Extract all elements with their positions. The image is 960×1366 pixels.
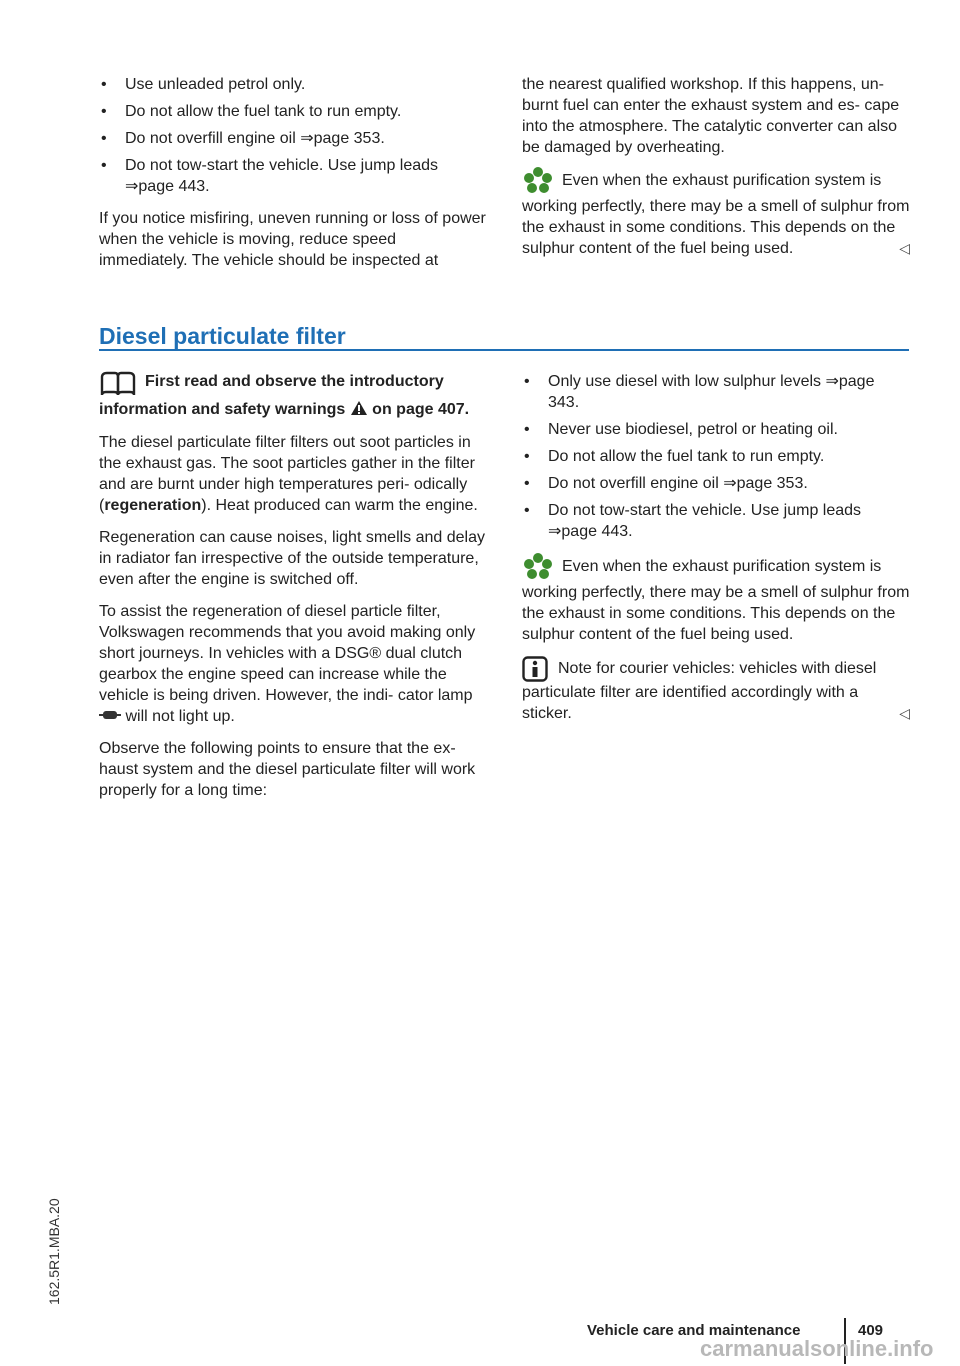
bullet-item: • Use unleaded petrol only. bbox=[99, 74, 487, 95]
bullet-item: • Never use biodiesel, petrol or heating oil. bbox=[522, 419, 910, 440]
filter-indicator-lamp-icon bbox=[99, 710, 121, 720]
environment-flower-icon bbox=[522, 552, 554, 582]
warning-icon bbox=[350, 400, 368, 416]
observe-paragraph: Observe the following points to ensure that the ex- haust system and the diesel particulate filter will work properly for a long time: bbox=[99, 740, 476, 799]
environment-note bbox=[522, 556, 910, 645]
bullet-item: • Do not tow-start the vehicle. Use jump leads ⇒page 443. bbox=[99, 155, 487, 197]
left-column bbox=[99, 371, 487, 801]
heading-rule bbox=[99, 349, 909, 351]
bullet-item: • Do not overfill engine oil ⇒page 353. bbox=[522, 473, 910, 494]
assist-text-a: To assist the regeneration of diesel particle filter, Volkswagen recommends that you avoid making only short journeys. In vehicles with a DSG® dual clutch gearbox the engine speed can increase while the vehicle is being driven. However, the indi- cator lamp bbox=[99, 603, 476, 704]
intro-notice bbox=[99, 371, 487, 420]
bullet-item: • Only use diesel with low sulphur levels ⇒page 343. bbox=[522, 371, 910, 413]
environment-note bbox=[522, 170, 910, 259]
top-left-column bbox=[99, 74, 487, 271]
assist-paragraph bbox=[99, 601, 487, 727]
footer-section-title: Vehicle care and maintenance bbox=[587, 1322, 801, 1339]
bullet-item: • Do not allow the fuel tank to run empty. bbox=[522, 446, 910, 467]
regeneration-paragraph: Regeneration can cause noises, light smells and delay in radiator fan irrespective of the outside temperature, even after the engine is switched off. bbox=[99, 529, 486, 588]
book-icon bbox=[99, 371, 137, 399]
workshop-paragraph: the nearest qualified workshop. If this happens, un- burnt fuel can enter the exhaust system and es- cape into the atmosphere. The catalytic converter can also be damaged by overheating. bbox=[522, 76, 900, 156]
bullet-item: • Do not overfill engine oil ⇒page 353. bbox=[99, 128, 487, 149]
section-heading: Diesel particulate filter bbox=[99, 323, 346, 349]
misfire-paragraph: If you notice misfiring, uneven running or loss of power when the vehicle is moving, reduce speed immediately. The vehicle should be inspected at bbox=[99, 210, 486, 269]
environment-note-text: Even when the exhaust purification system is working perfectly, there may be a smell of sulphur from the exhaust in some conditions. This depends on the sulphur content of the fuel being used. bbox=[522, 558, 910, 643]
filter-text-a: The diesel particulate filter filters out soot particles in the exhaust gas. The soot particles gather in the filter and are burnt under high temperatures peri- odically ( bbox=[99, 434, 475, 514]
page-number: 409 bbox=[858, 1322, 884, 1339]
info-icon bbox=[522, 656, 548, 682]
intro-text-a: First read and observe the introductory information and safety warnings bbox=[99, 373, 444, 418]
right-column bbox=[522, 371, 910, 724]
bullet-item: • Do not allow the fuel tank to run empty. bbox=[99, 101, 487, 122]
end-of-section-marker: ◁ bbox=[899, 240, 910, 256]
filter-paragraph bbox=[99, 432, 487, 516]
top-right-column bbox=[522, 74, 910, 259]
info-note bbox=[522, 658, 910, 724]
environment-note-text: Even when the exhaust purification system is working perfectly, there may be a smell of sulphur from the exhaust in some conditions. This depends on the sulphur content of the fuel being used. bbox=[522, 172, 910, 257]
assist-text-b: will not light up. bbox=[125, 708, 235, 725]
filter-text-b: ). Heat produced can warm the engine. bbox=[201, 497, 478, 514]
environment-flower-icon bbox=[522, 166, 554, 196]
intro-text-b: on page 407. bbox=[372, 401, 470, 418]
info-note-text: Note for courier vehicles: vehicles with diesel particulate filter are identified accordingly with a sticker. bbox=[522, 660, 877, 722]
regeneration-term: regeneration bbox=[104, 497, 202, 514]
bullet-item: • Do not tow-start the vehicle. Use jump leads ⇒page 443. bbox=[522, 500, 910, 542]
document-code: 162.5R1.MBA.20 bbox=[46, 1198, 62, 1305]
end-of-section-marker: ◁ bbox=[899, 705, 910, 721]
watermark: carmanualsonline.info bbox=[700, 1336, 934, 1361]
